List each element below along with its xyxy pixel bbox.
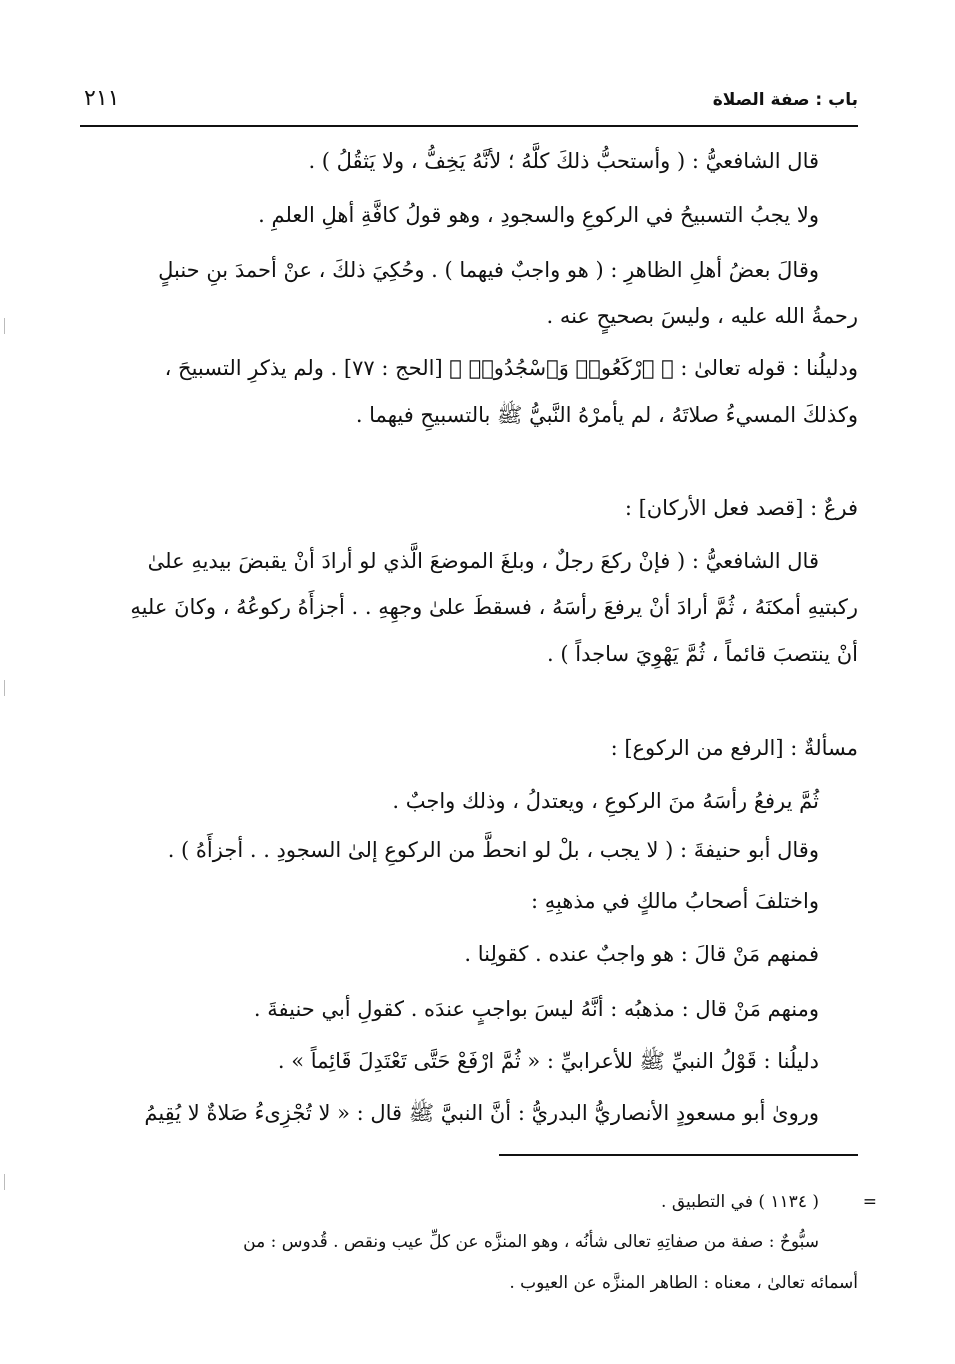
footnote-continuation-marker: = xyxy=(862,1192,877,1212)
text-line: قال الشافعيُّ : ( وأستحبُّ ذلكَ كلَّهُ ؛ لأنَّهُ يَخِفُّ ، ولا يَثقُلُ ) . xyxy=(308,149,819,173)
text-line: وكذلكَ المسيءُ صلاتَهُ ، لم يأمرْهُ النَّبيُّ ﷺ بالتسبيحِ فيهما . xyxy=(355,403,858,427)
running-header xyxy=(80,86,858,118)
page-number: ٢١١ xyxy=(84,86,120,111)
text-line: وقال أبو حنيفةَ : ( لا يجب ، بلْ لو انحطَّ من الركوعِ إلىٰ السجودِ . . أجزأَهُ ) . xyxy=(167,838,819,862)
text-line: ورویٰ أبو مسعودٍ الأنصاريُّ البدريُّ : أنَّ النبيَّ ﷺ قال : « لا تُجْزِىءُ صَلاةٌ لا يُقِيمُ xyxy=(144,1101,819,1125)
header-rule xyxy=(80,125,858,127)
section-heading-masala: مسألةٌ : [الرفع من الركوع] : xyxy=(610,736,858,760)
text-line: فمنهم مَنْ قالَ : هو واجبٌ عنده . كقولِنا . xyxy=(464,942,819,966)
footnote-rule xyxy=(499,1154,858,1156)
margin-mark xyxy=(4,1174,5,1190)
footnote-line: أسمائه تعالىٰ ، معناه : الطاهر المنزَّه عن العيوب . xyxy=(509,1273,858,1293)
text-line: دليلُنا : قَوْلُ النبيِّ ﷺ للأعرابيِّ : « ثُمَّ ارْفَعْ حَتَّى تَعْتَدِلَ قَائِماً » . xyxy=(277,1049,819,1073)
text-line: ولا يجبُ التسبيحُ في الركوعِ والسجودِ ، وهو قولُ كافَّةِ أهلِ العلمِ . xyxy=(258,203,819,227)
margin-mark xyxy=(4,318,5,334)
text-line: وقالَ بعضُ أهلِ الظاهرِ : ( هو واجبٌ فيهما ) . وحُكِيَ ذلكَ ، عنْ أحمدَ بنِ حنبلٍ xyxy=(158,258,819,282)
footnote-line: ( ١١٣٤ ) في التطبيق . xyxy=(661,1192,819,1212)
text-line: ثُمَّ يرفعُ رأسَهُ منَ الركوعِ ، ويعتدلُ ، وذلك واجبٌ . xyxy=(392,789,819,813)
text-line: واختلفَ أصحابُ مالكٍ في مذهبِهِ : xyxy=(530,889,819,913)
chapter-title: باب : صفة الصلاة xyxy=(712,90,858,110)
text-line: رحمةُ الله عليه ، وليسَ بصحيحٍ عنه . xyxy=(546,304,858,328)
text-line: قال الشافعيُّ : ( فإنْ ركعَ رجلٌ ، وبلغَ الموضعَ الَّذي لو أرادَ أنْ يقبضَ بيديهِ علىٰ xyxy=(147,549,819,573)
footnote-line: سبُّوحٌ : صفة من صفاتِهِ تعالى شأنُه ، وهو المنزَّه عن كلِّ عيب ونقص . قُدوس : من xyxy=(243,1232,819,1252)
margin-mark xyxy=(4,680,5,696)
text-line: أنْ ينتصبَ قائماً ، ثُمَّ يَهْوِيَ ساجداً ) . xyxy=(547,642,858,666)
text-line: ركبتيهِ أمكنَهُ ، ثُمَّ أرادَ أنْ يرفعَ رأسَهُ ، فسقطَ علىٰ وجهِهِ . . أجزأَهُ ركوعُهُ ، وكانَ عليهِ xyxy=(130,595,858,619)
text-line: ودليلُنا : قوله تعالىٰ : ﴿ ٱرْكَعُوا۟ وَٱسْجُدُوا۟ ﴾ [الحج : ٧٧] . ولم يذكرِ التسبيحَ ، xyxy=(164,356,858,380)
text-line: ومنهم مَنْ قال : مذهبُه : أنَّهُ ليسَ بواجبٍ عندَه . كقولِ أبي حنيفةَ . xyxy=(253,997,819,1021)
section-heading-far: فرعٌ : [قصد فعل الأركان] : xyxy=(624,496,858,520)
